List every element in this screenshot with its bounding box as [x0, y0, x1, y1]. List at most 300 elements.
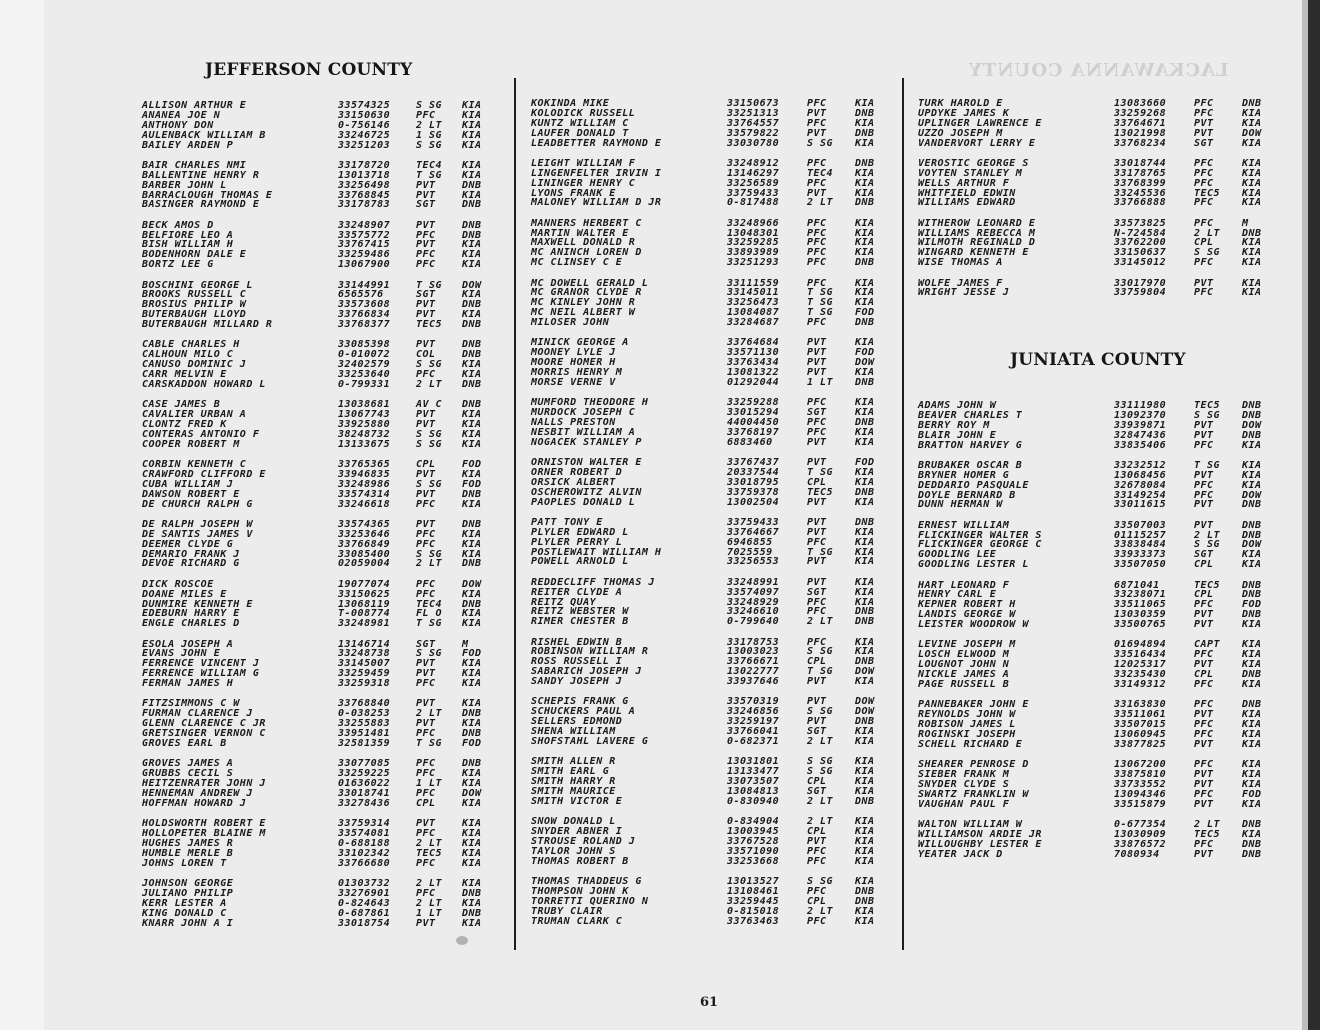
casualty-entry — [142, 380, 502, 390]
serial-number: 13094346 — [1114, 788, 1167, 800]
serial-number: 33759378 — [727, 486, 780, 498]
status-code: KIA — [462, 139, 482, 151]
rank: PFC — [807, 247, 827, 259]
soldier-name: RISHEL EDWIN B — [531, 636, 623, 648]
status-code: DNB — [462, 299, 482, 311]
casualty-entry — [531, 378, 895, 388]
rank: PFC — [807, 636, 827, 648]
serial-number: 33102342 — [338, 847, 391, 859]
rank: S SG — [416, 428, 443, 440]
soldier-name: BLAIR JOHN E — [918, 429, 997, 441]
casualty-entry — [142, 200, 502, 210]
soldier-name: KOKINDA MIKE — [531, 98, 610, 109]
serial-number: 33018754 — [338, 917, 391, 929]
rank: PVT — [807, 516, 827, 528]
status-code: KIA — [1242, 257, 1262, 269]
soldier-name: REYNOLDS JOHN W — [918, 709, 1016, 721]
status-code: KIA — [855, 726, 875, 738]
rank: PVT — [1194, 709, 1214, 721]
casualty-entry — [531, 857, 895, 867]
rank: PFC — [807, 217, 827, 229]
soldier-name: ORNER ROBERT D — [531, 466, 623, 478]
status-code: KIA — [1242, 719, 1262, 730]
soldier-name: WISE THOMAS A — [918, 257, 1003, 269]
soldier-name: CONTERAS ANTONIO F — [142, 428, 260, 440]
soldier-name: TAYLOR JOHN S — [531, 845, 616, 857]
rank: SGT — [1194, 137, 1214, 149]
serial-number: 33232512 — [1114, 459, 1167, 471]
soldier-name: MANNERS HERBERT C — [531, 217, 642, 229]
status-code: KIA — [855, 526, 875, 538]
rank: 2 LT — [416, 378, 443, 390]
status-code: KIA — [462, 239, 482, 251]
soldier-name: MUMFORD THEODORE H — [531, 397, 649, 409]
soldier-name: JOHNSON GEORGE — [142, 877, 234, 889]
serial-number: 33178783 — [338, 199, 391, 211]
rank: S SG — [1194, 539, 1221, 551]
rank: S SG — [416, 359, 443, 371]
entry-group — [918, 521, 1282, 570]
soldier-name: LEVINE JOSEPH M — [918, 639, 1016, 651]
rank: PVT — [807, 556, 827, 568]
serial-number: 33085400 — [338, 548, 391, 560]
soldier-name: LOSCH ELWOOD M — [918, 649, 1010, 661]
status-code: KIA — [855, 227, 875, 239]
serial-number: 33767415 — [338, 239, 391, 251]
column-divider-1 — [514, 78, 516, 950]
status-code: DNB — [855, 317, 875, 329]
entry-group — [918, 401, 1282, 450]
soldier-name: STROUSE ROLAND J — [531, 835, 636, 847]
status-code: FOD — [462, 648, 482, 660]
entry-group — [531, 398, 895, 447]
rank: 2 LT — [416, 897, 443, 909]
jefferson-column-3 — [918, 99, 1282, 309]
status-code: KIA — [462, 109, 482, 121]
status-code: KIA — [1242, 619, 1262, 631]
soldier-name: MORSE VERNE V — [531, 376, 616, 388]
rank: PVT — [807, 676, 827, 688]
soldier-name: CABLE CHARLES H — [142, 339, 240, 351]
status-code: DOW — [1242, 489, 1262, 501]
serial-number: 33764671 — [1114, 117, 1167, 129]
entry-group — [531, 817, 895, 866]
entry-group — [918, 159, 1282, 208]
status-code: KIA — [855, 835, 875, 847]
rank: PFC — [1194, 489, 1214, 501]
serial-number: 13146714 — [338, 638, 391, 650]
serial-number: 33573825 — [1114, 217, 1167, 229]
status-code: KIA — [462, 608, 482, 620]
rank: PFC — [416, 259, 436, 271]
serial-number: 33937646 — [727, 676, 780, 688]
casualty-entry — [142, 440, 502, 450]
soldier-name: REITER CLYDE A — [531, 586, 623, 598]
rank: PVT — [416, 518, 436, 530]
rank: PFC — [1194, 479, 1214, 491]
soldier-name: MC NEIL ALBERT W — [531, 307, 636, 319]
soldier-name: SCHELL RICHARD E — [918, 738, 1023, 750]
serial-number: 33759804 — [1114, 287, 1167, 299]
status-code: KIA — [855, 586, 875, 598]
soldier-name: BRUBAKER OSCAR B — [918, 459, 1023, 471]
casualty-entry — [918, 850, 1282, 860]
soldier-name: RIMER CHESTER B — [531, 616, 629, 628]
soldier-name: BELFIORE LEO A — [142, 229, 234, 241]
serial-number: 33259445 — [727, 895, 780, 907]
serial-number: 33259288 — [727, 397, 780, 409]
status-code: KIA — [462, 828, 482, 840]
serial-number: 13133477 — [727, 766, 780, 778]
serial-number: 33111559 — [727, 277, 780, 289]
soldier-name: HENRY CARL E — [918, 589, 997, 601]
serial-number: 13038681 — [338, 399, 391, 411]
rank: PFC — [416, 857, 436, 869]
status-code: KIA — [1242, 137, 1262, 149]
entry-group — [142, 221, 502, 270]
serial-number: 6871041 — [1114, 579, 1160, 591]
status-code: KIA — [1242, 659, 1262, 671]
soldier-name: BRYNER HOMER G — [918, 469, 1010, 481]
status-code: KIA — [462, 857, 482, 869]
status-code: DNB — [462, 558, 482, 570]
casualty-entry — [918, 288, 1282, 298]
serial-number: 33256473 — [727, 297, 780, 309]
serial-number: 13067900 — [338, 259, 391, 271]
rank: PFC — [1194, 759, 1214, 771]
rank: 1 LT — [416, 907, 443, 919]
soldier-name: KING DONALD C — [142, 907, 227, 919]
soldier-name: NALLS PRESTON — [531, 417, 616, 428]
soldier-name: DE SANTIS JAMES V — [142, 528, 253, 540]
rank: PVT — [416, 488, 436, 500]
rank: PVT — [416, 299, 436, 311]
soldier-name: FLICKINGER GEORGE C — [918, 539, 1042, 551]
soldier-name: DEEMER CLYDE G — [142, 538, 234, 550]
soldier-name: PAOPLES DONALD L — [531, 496, 636, 508]
serial-number: 13021998 — [1114, 127, 1167, 139]
rank: PFC — [1194, 838, 1214, 850]
soldier-name: SMITH HARRY R — [531, 776, 616, 788]
serial-number: 33256498 — [338, 179, 391, 191]
rank: CPL — [807, 656, 827, 668]
rank: CPL — [416, 459, 436, 471]
status-code: KIA — [462, 259, 482, 271]
rank: PVT — [1194, 469, 1214, 481]
soldier-name: MC CLINSEY C E — [531, 257, 623, 269]
rank: PVT — [1194, 499, 1214, 511]
rank: PVT — [807, 716, 827, 728]
serial-number: 01303732 — [338, 877, 391, 889]
soldier-name: GOODLING LESTER L — [918, 559, 1029, 571]
soldier-name: TORRETTI QUERINO N — [531, 895, 649, 907]
serial-number: 33573608 — [338, 299, 391, 311]
status-code: KIA — [855, 247, 875, 259]
rank: PFC — [807, 855, 827, 867]
status-code: KIA — [462, 917, 482, 929]
serial-number: 33765365 — [338, 459, 391, 471]
serial-number: 6883460 — [727, 436, 773, 448]
status-code: DOW — [855, 696, 875, 708]
rank: PFC — [1194, 107, 1214, 119]
soldier-name: CARR MELVIN E — [142, 369, 227, 381]
soldier-name: GRUBBS CECIL S — [142, 768, 234, 780]
soldier-name: CANUSO DOMINIC J — [142, 359, 247, 371]
serial-number: 7080934 — [1114, 848, 1160, 860]
soldier-name: SELLERS EDMOND — [531, 716, 623, 728]
status-code: DNB — [855, 107, 875, 119]
status-code: DNB — [855, 417, 875, 428]
serial-number: 33766671 — [727, 656, 780, 668]
soldier-name: ALLISON ARTHUR E — [142, 100, 247, 111]
status-code: KIA — [855, 905, 875, 917]
status-code: KIA — [462, 289, 482, 301]
status-code: KIA — [1242, 738, 1262, 750]
rank: CPL — [807, 895, 827, 907]
rank: PVT — [1194, 429, 1214, 441]
juniata-county-heading: JUNIATA COUNTY — [1010, 350, 1186, 370]
rank: 2 LT — [807, 795, 834, 807]
entry-group — [142, 281, 502, 330]
serial-number: 33951481 — [338, 728, 391, 740]
soldier-name: WALTON WILLIAM W — [918, 818, 1023, 830]
serial-number: 33768840 — [338, 698, 391, 710]
soldier-name: HOFFMAN HOWARD J — [142, 797, 247, 809]
serial-number: 32402579 — [338, 359, 391, 371]
status-code: DNB — [1242, 400, 1262, 411]
soldier-name: ROSS RUSSELL I — [531, 656, 623, 668]
soldier-name: JULIANO PHILIP — [142, 887, 234, 899]
soldier-name: TRUMAN CLARK C — [531, 915, 623, 927]
binding-edge — [1308, 0, 1320, 1030]
status-code: DNB — [855, 257, 875, 269]
status-code: KIA — [1242, 187, 1262, 199]
rank: CPL — [1194, 589, 1214, 601]
serial-number: 0-834904 — [727, 816, 780, 828]
casualty-entry — [918, 441, 1282, 451]
soldier-name: WILLOUGHBY LESTER E — [918, 838, 1042, 850]
soldier-name: BROOKS RUSSELL C — [142, 289, 247, 301]
rank: TEC4 — [416, 598, 443, 610]
rank: PFC — [1194, 439, 1214, 451]
rank: PFC — [807, 157, 827, 169]
casualty-entry — [142, 559, 502, 569]
status-code: KIA — [855, 237, 875, 249]
rank: PVT — [1194, 519, 1214, 531]
soldier-name: LOUGNOT JOHN N — [918, 659, 1010, 671]
serial-number: 33255883 — [338, 718, 391, 730]
serial-number: 33946835 — [338, 468, 391, 480]
entry-group — [142, 520, 502, 569]
soldier-name: PAGE RUSSELL B — [918, 678, 1010, 690]
status-code: DNB — [1242, 409, 1262, 421]
rank: T SG — [807, 466, 834, 478]
rank: 2 LT — [416, 708, 443, 720]
serial-number: 33248907 — [338, 219, 391, 231]
status-code: KIA — [855, 496, 875, 508]
rank: COL — [416, 349, 436, 361]
soldier-name: POSTLEWAIT WILLIAM H — [531, 546, 662, 558]
status-code: DNB — [462, 219, 482, 231]
status-code: DNB — [462, 199, 482, 211]
serial-number: 13084813 — [727, 785, 780, 797]
soldier-name: HART LEONARD F — [918, 579, 1010, 591]
soldier-name: ANANEA JOE N — [142, 109, 221, 121]
status-code: KIA — [462, 548, 482, 560]
soldier-name: ROBISON JAMES L — [918, 719, 1016, 730]
status-code: KIA — [1242, 828, 1262, 840]
ink-smudge — [456, 936, 468, 945]
serial-number: 33574365 — [338, 518, 391, 530]
rank: PVT — [416, 818, 436, 830]
status-code: KIA — [855, 426, 875, 438]
casualty-entry — [142, 679, 502, 689]
serial-number: 33246618 — [338, 498, 391, 510]
status-code: KIA — [462, 428, 482, 440]
serial-number: 33768399 — [1114, 177, 1167, 189]
soldier-name: YEATER JACK D — [918, 848, 1003, 860]
rank: PFC — [1194, 699, 1214, 711]
soldier-name: REITZ QUAY — [531, 596, 597, 608]
casualty-entry — [142, 141, 502, 151]
rank: PFC — [416, 678, 436, 690]
status-code: KIA — [855, 546, 875, 558]
serial-number: 33571090 — [727, 845, 780, 857]
soldier-name: CALHOUN MILO C — [142, 349, 234, 361]
serial-number: 0-038253 — [338, 708, 391, 720]
soldier-name: BAILEY ARDEN P — [142, 139, 234, 151]
serial-number: 13067743 — [338, 409, 391, 421]
serial-number: 13068456 — [1114, 469, 1167, 481]
serial-number: 33259268 — [1114, 107, 1167, 119]
serial-number: 33178720 — [338, 159, 391, 171]
soldier-name: FURMAN CLARENCE J — [142, 708, 253, 720]
serial-number: 13013527 — [727, 875, 780, 887]
status-code: KIA — [855, 816, 875, 828]
rank: PFC — [1194, 649, 1214, 661]
casualty-entry — [918, 139, 1282, 149]
status-code: DNB — [462, 378, 482, 390]
rank: PVT — [1194, 738, 1214, 750]
soldier-name: KOLODICK RUSSELL — [531, 107, 636, 119]
status-code: KIA — [462, 538, 482, 550]
casualty-entry — [918, 500, 1282, 510]
status-code: KIA — [855, 826, 875, 838]
status-code: KIA — [1242, 459, 1262, 471]
soldier-name: SCHUCKERS PAUL A — [531, 706, 636, 718]
status-code: FOD — [462, 459, 482, 471]
rank: PVT — [416, 419, 436, 430]
status-code: KIA — [1242, 678, 1262, 690]
rank: PVT — [416, 468, 436, 480]
rank: PFC — [807, 845, 827, 857]
serial-number: 13003023 — [727, 646, 780, 658]
status-code: KIA — [462, 409, 482, 421]
rank: CPL — [807, 826, 827, 838]
serial-number: 0-824643 — [338, 897, 391, 909]
entry-group — [918, 219, 1282, 268]
serial-number: 33248738 — [338, 648, 391, 660]
entry-group — [531, 757, 895, 806]
serial-number: 33073507 — [727, 776, 780, 788]
serial-number: 13003945 — [727, 826, 780, 838]
rank: PVT — [416, 179, 436, 191]
soldier-name: MILOSER JOHN — [531, 317, 610, 329]
entry-group — [531, 338, 895, 387]
rank: S SG — [1194, 409, 1221, 421]
serial-number: 13133675 — [338, 438, 391, 450]
status-code: DNB — [855, 616, 875, 628]
soldier-name: BRATTON HARVEY G — [918, 439, 1023, 451]
soldier-name: BEAVER CHARLES T — [918, 409, 1023, 421]
page-margin-left — [0, 0, 44, 1030]
status-code: FOD — [462, 478, 482, 490]
serial-number: 0-815018 — [727, 905, 780, 917]
soldier-name: MURDOCK JOSEPH C — [531, 407, 636, 419]
soldier-name: MOORE HOMER H — [531, 357, 616, 369]
status-code: DNB — [462, 399, 482, 411]
status-code: DOW — [855, 706, 875, 718]
soldier-name: KERR LESTER A — [142, 897, 227, 909]
entry-group — [918, 99, 1282, 148]
soldier-name: SNYDER ABNER I — [531, 826, 623, 838]
soldier-name: ANTHONY DON — [142, 119, 214, 131]
status-code: M — [462, 638, 469, 650]
serial-number: 33500765 — [1114, 619, 1167, 631]
status-code: DNB — [1242, 838, 1262, 850]
status-code: KIA — [462, 249, 482, 261]
soldier-name: MALONEY WILLIAM D JR — [531, 197, 662, 209]
status-code: DNB — [1242, 818, 1262, 830]
serial-number: 13030359 — [1114, 609, 1167, 621]
soldier-name: ORSICK ALBERT — [531, 476, 616, 488]
status-code: DNB — [1242, 669, 1262, 681]
status-code: KIA — [855, 875, 875, 887]
status-code: KIA — [1242, 177, 1262, 189]
rank: 1 LT — [416, 778, 443, 790]
status-code: DNB — [462, 598, 482, 610]
soldier-name: HOLLOPETER BLAINE M — [142, 828, 266, 840]
status-code: KIA — [462, 678, 482, 690]
status-code: FOD — [1242, 788, 1262, 800]
rank: PFC — [807, 257, 827, 269]
rank: PFC — [1194, 599, 1214, 611]
casualty-entry — [918, 620, 1282, 630]
rank: PFC — [1194, 197, 1214, 209]
serial-number: 33259486 — [338, 249, 391, 261]
soldier-name: BECK AMOS D — [142, 219, 214, 231]
serial-number: 33571130 — [727, 347, 780, 359]
juniata-column — [918, 401, 1282, 870]
status-code: KIA — [462, 718, 482, 730]
soldier-name: SWARTZ FRANKLIN W — [918, 788, 1029, 800]
entry-group — [142, 699, 502, 748]
status-code: KIA — [462, 498, 482, 510]
soldier-name: SNOW DONALD L — [531, 816, 616, 828]
status-code: DNB — [1242, 589, 1262, 601]
rank: PFC — [416, 578, 436, 590]
status-code: DNB — [855, 197, 875, 209]
rank: PVT — [1194, 798, 1214, 810]
serial-number: 33259459 — [338, 668, 391, 680]
soldier-name: CUBA WILLIAM J — [142, 478, 234, 490]
rank: PVT — [416, 409, 436, 421]
serial-number: 33574314 — [338, 488, 391, 500]
column-divider-2 — [902, 78, 904, 950]
status-code: KIA — [855, 576, 875, 588]
soldier-name: DEDDARIO PASQUALE — [918, 479, 1029, 491]
status-code: KIA — [462, 797, 482, 809]
